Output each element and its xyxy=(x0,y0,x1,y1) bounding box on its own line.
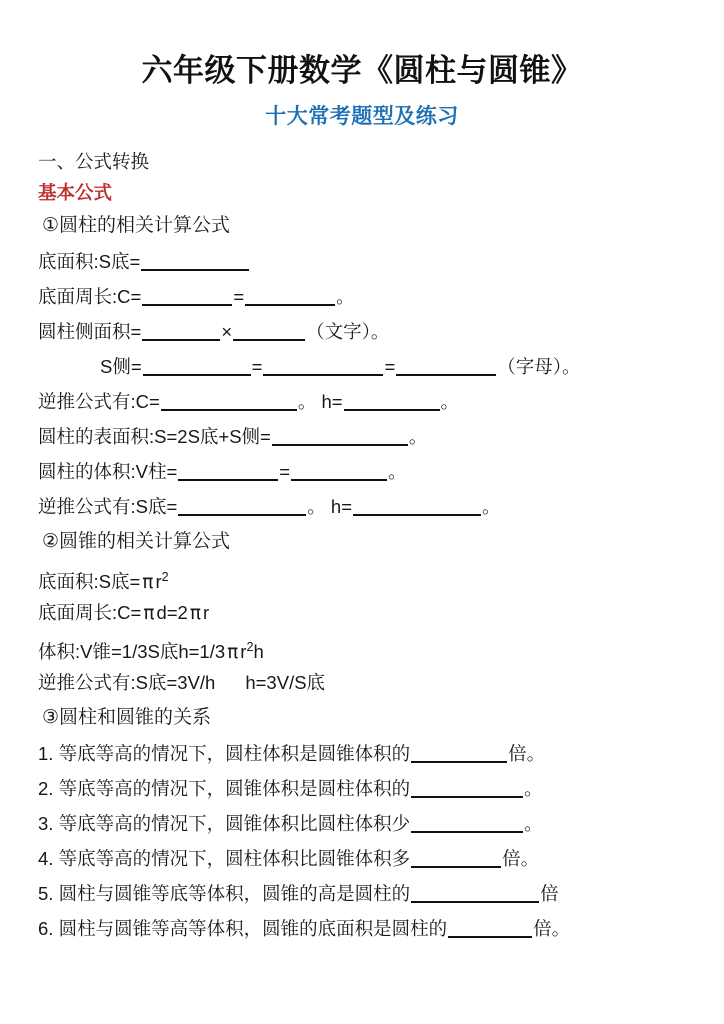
fill-in-blank[interactable] xyxy=(272,428,408,446)
question-line xyxy=(38,876,724,911)
text-run: 。 h= xyxy=(297,390,343,412)
text-run: 。 xyxy=(524,812,543,834)
fill-in-blank[interactable] xyxy=(178,498,306,516)
text-run: 6. 圆柱与圆锥等高等体积，圆锥的底面积是圆柱的 xyxy=(38,917,448,939)
fill-in-blank[interactable] xyxy=(263,358,383,376)
text-run: 。 xyxy=(524,777,543,799)
formula-line xyxy=(38,630,724,665)
exponent: 2 xyxy=(161,569,169,584)
formula-line xyxy=(38,314,724,349)
formula-line xyxy=(38,384,724,419)
formula-list-cone xyxy=(38,560,724,700)
text-run: = xyxy=(251,355,263,377)
group-label-cone: ②圆锥的相关计算公式 xyxy=(42,530,231,552)
fill-in-blank[interactable] xyxy=(411,850,501,868)
text-run: 2. 等底等高的情况下，圆锥体积是圆柱体积的 xyxy=(38,777,411,799)
formula-line xyxy=(38,595,724,630)
text-run: S侧= xyxy=(100,355,142,377)
text-run: 。 h= xyxy=(307,495,353,517)
text-run: 倍 xyxy=(540,882,559,904)
text-run: 圆柱的表面积:S=2S底+S侧= xyxy=(38,425,271,447)
text-run: 底面积:S底= xyxy=(38,250,141,272)
text-run: 逆推公式有:S底= xyxy=(38,495,178,517)
text-run: 底面周长:C= xyxy=(38,601,142,623)
text-run: 3. 等底等高的情况下，圆锥体积比圆柱体积少 xyxy=(38,812,411,834)
question-list-relationship xyxy=(38,736,724,946)
question-line xyxy=(38,806,724,841)
fill-in-blank[interactable] xyxy=(245,288,335,306)
fill-in-blank[interactable] xyxy=(353,498,481,516)
fill-in-blank[interactable] xyxy=(178,463,278,481)
pi-symbol: π xyxy=(143,602,155,624)
formula-line xyxy=(38,560,724,595)
formula-line xyxy=(38,349,724,384)
pi-symbol: π xyxy=(142,571,154,593)
fill-in-blank[interactable] xyxy=(142,323,220,341)
text-run: 底面周长:C= xyxy=(38,285,142,307)
text-run: d=2 xyxy=(156,601,188,623)
formula-line xyxy=(38,279,724,314)
formula-line xyxy=(38,454,724,489)
text-run: 倍。 xyxy=(533,917,571,939)
fill-in-blank[interactable] xyxy=(344,393,440,411)
question-line xyxy=(38,911,724,946)
fill-in-blank[interactable] xyxy=(411,745,507,763)
fill-in-blank[interactable] xyxy=(411,815,523,833)
fill-in-blank[interactable] xyxy=(396,358,496,376)
formula-line xyxy=(38,489,724,524)
document-body xyxy=(0,130,724,946)
text-run: 倍。 xyxy=(508,742,546,764)
text-run: （字母）。 xyxy=(497,355,581,377)
section-heading: 一、公式转换 xyxy=(38,150,150,172)
fill-in-blank[interactable] xyxy=(411,885,539,903)
page-subtitle: 十大常考题型及练习 xyxy=(265,104,459,128)
formula-line xyxy=(38,244,724,279)
formula-list-cylinder xyxy=(38,244,724,524)
text-run: = xyxy=(384,355,396,377)
pi-symbol: π xyxy=(227,641,239,663)
exponent: 2 xyxy=(246,639,254,654)
fill-in-blank[interactable] xyxy=(448,920,532,938)
text-run: 。 xyxy=(388,460,407,482)
text-run: 4. 等底等高的情况下，圆柱体积比圆锥体积多 xyxy=(38,847,411,869)
text-run: h xyxy=(253,640,264,662)
fill-in-blank[interactable] xyxy=(233,323,305,341)
text-run: 倍。 xyxy=(502,847,540,869)
group-label-cylinder: ①圆柱的相关计算公式 xyxy=(42,214,231,236)
text-run: r xyxy=(202,601,210,623)
text-run: 底面积:S底= xyxy=(38,570,141,592)
text-run: r xyxy=(155,570,162,592)
text-run: 。 xyxy=(482,495,501,517)
section-sub-heading: 基本公式 xyxy=(38,181,113,203)
text-run: 。 xyxy=(336,285,355,307)
text-run: 。 xyxy=(408,425,428,447)
text-run: h=3V/S底 xyxy=(245,671,326,693)
text-run: 圆柱侧面积= xyxy=(38,320,142,342)
fill-in-blank[interactable] xyxy=(143,358,251,376)
fill-in-blank[interactable] xyxy=(142,288,232,306)
page-title: 六年级下册数学《圆柱与圆锥》 xyxy=(141,53,583,88)
group-label-relationship: ③圆柱和圆锥的关系 xyxy=(42,706,212,728)
text-run: 5. 圆柱与圆锥等底等体积，圆锥的高是圆柱的 xyxy=(38,882,411,904)
fill-in-blank[interactable] xyxy=(161,393,297,411)
text-run: 1. 等底等高的情况下，圆柱体积是圆锥体积的 xyxy=(38,742,411,764)
question-line xyxy=(38,736,724,771)
text-run: 圆柱的体积:V柱= xyxy=(38,460,178,482)
text-run: 。 xyxy=(440,390,460,412)
text-run: （文字）。 xyxy=(306,320,390,342)
question-line xyxy=(38,771,724,806)
text-run: 逆推公式有:C= xyxy=(38,390,160,412)
formula-line xyxy=(38,419,724,454)
fill-in-blank[interactable] xyxy=(141,253,249,271)
text-run: = xyxy=(279,460,291,482)
fill-in-blank[interactable] xyxy=(411,780,523,798)
question-line xyxy=(38,841,724,876)
pi-symbol: π xyxy=(189,602,201,624)
text-run: = xyxy=(233,285,245,307)
text-run: r xyxy=(240,640,247,662)
formula-line xyxy=(38,665,724,700)
text-run: 体积:V锥=1/3S底h=1/3 xyxy=(38,640,226,662)
text-run: × xyxy=(221,320,233,342)
text-run: 逆推公式有:S底=3V/h xyxy=(38,671,216,693)
fill-in-blank[interactable] xyxy=(291,463,387,481)
